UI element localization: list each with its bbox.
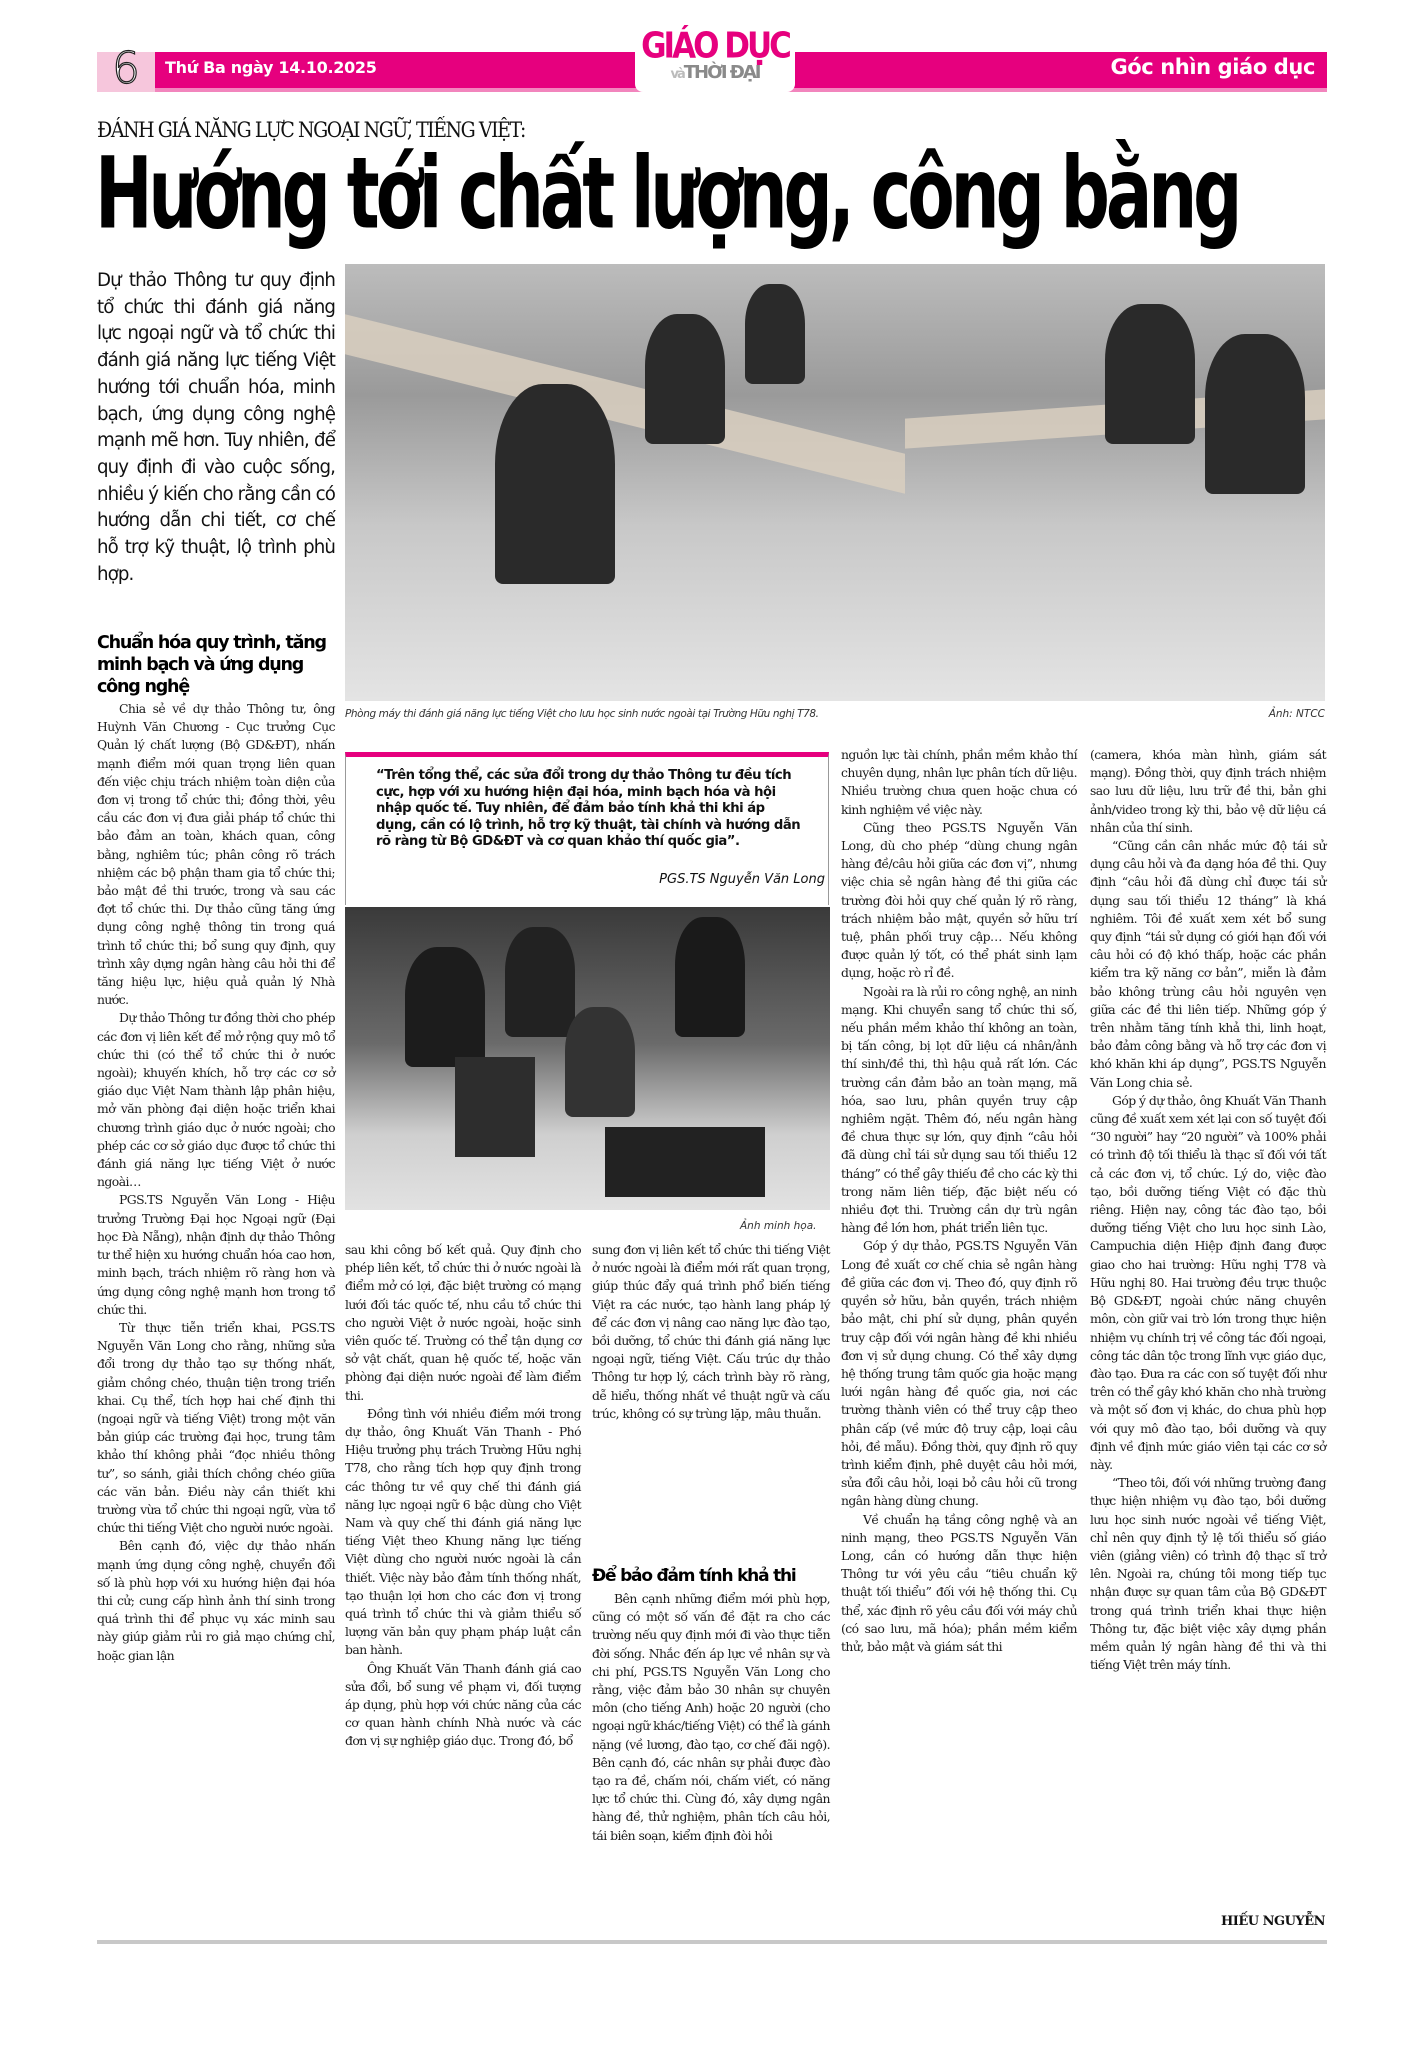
- photo-poster: [455, 1057, 535, 1157]
- photo-desk-row: [345, 314, 905, 494]
- photo-caption: Phòng máy thi đánh giá năng lực tiếng Việt cho lưu học sinh nước ngoài tại Trường Hữu nghị T78.: [345, 708, 819, 720]
- body-column-2: [345, 1241, 581, 1751]
- page-number: 6: [112, 43, 140, 94]
- paragraph: Cũng theo PGS.TS Nguyễn Văn Long, dù cho phép “dùng chung ngân hàng đề/câu hỏi giữa các đơn vị”, nhưng việc chia sẻ ngân hàng đề thi giữa các trường đòi hỏi quy chế quản lý rõ ràng, trách nhiệm bảo mật, quyền sở hữu trí tuệ, phân phối truy cập… Nếu không được quản lý tốt, có thể phát sinh lạm dụng, hoặc rò rỉ đề.: [841, 819, 1077, 981]
- photo-credit: Ảnh minh họa.: [740, 1220, 817, 1232]
- pull-quote: “Trên tổng thể, các sửa đổi trong dự thảo Thông tư đều tích cực, hợp với xu hướng hiện đại hóa, minh bạch hóa và hội nhập quốc tế. Tuy nhiên, để đảm bảo tính khả thi khi áp dụng, cần có lộ trình, hỗ trợ kỹ thuật, tài chính và hướng dẫn rõ ràng từ Bộ GD&ĐT và cơ quan khảo thí quốc gia”.: [376, 768, 801, 850]
- photo-credit: Ảnh: NTCC: [1268, 708, 1325, 720]
- section-heading: Để bảo đảm tính khả thi: [592, 1566, 796, 1586]
- logo-va: và: [670, 67, 684, 82]
- paragraph: Ông Khuất Văn Thanh đánh giá cao sửa đổi, bổ sung về phạm vi, đối tượng áp dụng, phù hợp với chức năng của các cơ quan hành chính Nhà nước và các đơn vị sự nghiệp giáo dục. Trong đó, bổ: [345, 1660, 581, 1749]
- paragraph: Góp ý dự thảo, ông Khuất Văn Thanh cũng đề xuất xem xét lại con số tuyệt đối “30 người” hay “20 người” và 100% phải có trình độ tối thiểu là thạc sĩ đối với tất cả các đơn vị, tổ chức. Lý do, việc đào tạo, bồi dưỡng tiếng Việt có đặc thù riêng. Hiện nay, công tác đào tạo, bồi dưỡng tiếng Việt cho lưu học sinh Lào, Campuchia diện Hiệp định đang được giao cho hai trường: Hữu nghị T78 và Hữu nghị 80. Hai trường đều trực thuộc Bộ GD&ĐT, ngoài chức năng chuyên môn, còn giữ vai trò lớn trong thực hiện nhiệm vụ chính trị về công tác đối ngoại, công tác dân tộc trong lĩnh vực giáo dục, đào tạo. Đưa ra các con số tuyệt đối như trên có thể gây khó khăn cho nhà trường và một số đơn vị khác, do chưa phù hợp với quy mô đào tạo, bồi dưỡng và quy định về định mức giáo viên tại các cơ sở này.: [1090, 1092, 1326, 1472]
- paragraph: Chia sẻ về dự thảo Thông tư, ông Huỳnh Văn Chương - Cục trưởng Cục Quản lý chất lượng (Bộ GD&ĐT), nhấn mạnh điểm mới quan trọng liên quan đến việc chịu trách nhiệm toàn diện của đơn vị trong tổ chức thi; đồng thời, yêu cầu các đơn vị đưa giải pháp tổ chức thi bảo đảm an toàn, khách quan, công bằng, nghiêm túc; phân công rõ trách nhiệm các bộ phận tham gia tổ chức thi; bảo mật đề thi trước, trong và sau các đợt tổ chức thi. Dự thảo cũng tăng ứng dụng công nghệ thông tin trong quá trình tổ chức thi; bổ sung quy định, quy trình xây dựng ngân hàng câu hỏi thi để tăng hiệu lực, hiệu quả quản lý Nhà nước.: [97, 701, 335, 1008]
- photo-student: [495, 384, 615, 584]
- paragraph: sung đơn vị liên kết tổ chức thi tiếng Việt ở nước ngoài là điểm mới rất quan trọng, giúp thúc đẩy quá trình phổ biến tiếng Việt ra các nước, tạo hành lang pháp lý để các đơn vị nâng cao năng lực đào tạo, bồi dưỡng, tổ chức thi đánh giá năng lực ngoại ngữ, tiếng Việt. Cấu trúc dự thảo Thông tư hợp lý, cách trình bày rõ ràng, dễ hiểu, thống nhất về thuật ngữ và cấu trúc, không có sự trùng lặp, mâu thuẫn.: [592, 1242, 830, 1421]
- paragraph: Góp ý dự thảo, PGS.TS Nguyễn Văn Long đề xuất cơ chế chia sẻ ngân hàng đề giữa các đơn vị. Theo đó, quy định rõ quyền sở hữu, bản quyền, trách nhiệm bảo mật, chi phí sử dụng, phân quyền truy cập đối với ngân hàng đề khi nhiều đơn vị sử dụng chung. Có thể xây dựng hệ thống trung tâm quốc gia hoặc mạng lưới ngân hàng đề quốc gia, nơi các trường thành viên có thể truy cập theo phân cấp (về mức độ truy cập, loại câu hỏi, đề mẫu). Đồng thời, quy định rõ quy trình kiểm định, phê duyệt câu hỏi mới, sửa đổi câu hỏi, loại bỏ câu hỏi cũ trong ngân hàng dùng chung.: [841, 1238, 1077, 1509]
- section-heading: Chuẩn hóa quy trình, tăng minh bạch và ứng dụng công nghệ: [97, 633, 326, 697]
- bottom-divider: [97, 1940, 1327, 1944]
- article-headline: Hướng tới chất lượng, công bằng: [95, 135, 1239, 251]
- photo-student: [1205, 334, 1305, 494]
- pull-quote-author: PGS.TS Nguyễn Văn Long: [659, 872, 825, 887]
- author-byline: HIẾU NGUYỄN: [1220, 1914, 1325, 1929]
- paragraph: Bên cạnh những điểm mới phù hợp, cũng có một số vấn đề đặt ra cho các trường nếu quy định mới đi vào thực tiễn đời sống. Nhắc đến áp lực về nhân sự và chi phí, PGS.TS Nguyễn Văn Long cho rằng, việc đảm bảo 30 nhân sự chuyên môn (cho tiếng Anh) hoặc 20 người (cho ngoại ngữ khác/tiếng Việt) có thể là gánh nặng (về lương, đào tạo, cơ chế đãi ngộ). Bên cạnh đó, các nhân sự phải được đào tạo ra đề, chấm nói, chấm viết, có năng lực tổ chức thi. Cùng đó, xây dựng ngân hàng đề, thử nghiệm, phân tích câu hỏi, tái biên soạn, kiểm định đòi hỏi: [592, 1591, 830, 1843]
- paragraph: Đồng tình với nhiều điểm mới trong dự thảo, ông Khuất Văn Thanh - Phó Hiệu trưởng phụ trách Trường Hữu nghị T78, cho rằng tích hợp quy định trong các thông tư về quy chế thi đánh giá năng lực ngoại ngữ 6 bậc dùng cho Việt Nam và quy chế thi đánh giá năng lực tiếng Việt theo Khung năng lực tiếng Việt dùng cho người nước ngoài là cần thiết. Việc này bảo đảm tính thống nhất, tạo thuận lợi hơn cho các đơn vị trong quá trình tổ chức thi và giảm thiểu số lượng văn bản quy phạm pháp luật cần ban hành.: [345, 1405, 581, 1658]
- photo-person: [505, 927, 575, 1037]
- exam-room-photo: [345, 264, 1325, 701]
- photo-laptop: [605, 1127, 765, 1197]
- section-title: Góc nhìn giáo dục: [1110, 55, 1315, 79]
- photo-person: [675, 917, 745, 1037]
- photo-person: [405, 947, 485, 1067]
- paragraph: Từ thực tiễn triển khai, PGS.TS Nguyễn Văn Long cho rằng, những sửa đổi trong dự thảo tạo sự thống nhất, giảm chồng chéo, thuận tiện trong triển khai. Cụ thể, tích hợp hai chế định thi (ngoại ngữ và tiếng Việt) trong một văn bản giúp các trường đại học, trung tâm khảo thí không phải “đọc nhiều thông tư”, so sánh, giải thích chồng chéo giữa các văn bản. Điều này cần thiết khi trường vừa tổ chức thi ngoại ngữ, vừa tổ chức thi tiếng Việt cho người nước ngoài.: [97, 1319, 335, 1536]
- photo-student: [745, 284, 805, 384]
- issue-date: Thứ Ba ngày 14.10.2025: [165, 58, 377, 77]
- paragraph: Ngoài ra là rủi ro công nghệ, an ninh mạng. Khi chuyển sang tổ chức thi số, nếu phần mềm khảo thí không an toàn, bị tấn công, bị lọt dữ liệu cá nhân/ảnh thí sinh/đề thi, thì hậu quả rất lớn. Các trường cần đảm bảo an toàn mạng, mã hóa, sao lưu, phân quyền truy cập nghiêm ngặt. Thêm đó, nếu ngân hàng đề chưa thực sự lớn, quy định “câu hỏi đã dùng chỉ tái sử dụng sau tối thiểu 12 tháng” có thể gây thiếu đề cho các kỳ thi trong năm liên tiếp, đặc biệt nếu có nhiều đợt thi. Trường cần dự trù ngân hàng đề lớn hơn, phát triển liên tục.: [841, 983, 1077, 1236]
- paragraph: “Theo tôi, đối với những trường đang thực hiện nhiệm vụ đào tạo, bồi dưỡng lưu học sinh nước ngoài về tiếng Việt, chỉ nên quy định tỷ lệ tối thiểu số giáo viên (giảng viên) có trình độ thạc sĩ trở lên. Ngoài ra, chúng tôi mong tiếp tục nhận được sự quan tâm của Bộ GD&ĐT trong quá trình triển khai thực hiện Thông tư, đặc biệt việc xây dựng phần mềm quản lý ngân hàng đề thi và thi tiếng Việt trên máy tính.: [1090, 1475, 1326, 1673]
- illustration-photo: [345, 907, 830, 1210]
- paragraph: Dự thảo Thông tư đồng thời cho phép các đơn vị liên kết để mở rộng quy mô tổ chức thi (có thể tổ chức thi ở nước ngoài); khuyến khích, hỗ trợ các cơ sở giáo dục Việt Nam thành lập phân hiệu, mở văn phòng đại diện hoặc triển khai chương trình giáo dục ở nước ngoài; cho phép các cơ sở giáo dục được tổ chức thi đánh giá năng lực tiếng Việt ở nước ngoài…: [97, 1010, 335, 1190]
- logo-line-1: GIÁO DỤC: [641, 25, 789, 67]
- article-lede: Dự thảo Thông tư quy định tổ chức thi đánh giá năng lực ngoại ngữ và tổ chức thi đánh giá năng lực tiếng Việt hướng tới chuẩn hóa, minh bạch, ứng dụng công nghệ mạnh mẽ hơn. Tuy nhiên, để quy định đi vào cuộc sống, nhiều ý kiến cho rằng cần có hướng dẫn chi tiết, cơ chế hỗ trợ kỹ thuật, lộ trình phù hợp.: [97, 270, 335, 585]
- body-column-3-continued: [592, 1590, 830, 1845]
- paragraph: (camera, khóa màn hình, giám sát mạng). Đồng thời, quy định trách nhiệm sao lưu dữ liệu, lưu trữ đề thi, bản ghi ảnh/video trong kỳ thi, bảo vệ dữ liệu cá nhân của thí sinh.: [1090, 747, 1326, 835]
- photo-student: [1105, 304, 1195, 444]
- body-column-1: [97, 700, 335, 1665]
- paragraph: Về chuẩn hạ tầng công nghệ và an ninh mạng, theo PGS.TS Nguyễn Văn Long, cần có hướng dẫn thực hiện Thông tư với yêu cầu “tiêu chuẩn kỹ thuật tối thiểu” đối với hệ thống thi. Cụ thể, xác định rõ yêu cầu đối với máy chủ (có sao lưu, mã hóa); phần mềm kiểm thử, bảo mật và giám sát thi: [841, 1511, 1077, 1654]
- body-column-4: [841, 746, 1077, 1656]
- logo-line-2-text: THỜI ĐẠI: [683, 62, 760, 83]
- article-kicker: ĐÁNH GIÁ NĂNG LỰC NGOẠI NGỮ, TIẾNG VIỆT:: [97, 118, 525, 142]
- paragraph: Bên cạnh đó, việc dự thảo nhấn mạnh ứng dụng công nghệ, chuyển đổi số là phù hợp với xu hướng hiện đại hóa thi cử; cung cấp hình ảnh thí sinh trong quá trình thi để phục vụ xác minh sau này giúp giảm rủi ro giả mạo chứng chỉ, hoặc gian lận: [97, 1538, 335, 1663]
- paragraph: nguồn lực tài chính, phần mềm khảo thí chuyên dụng, nhân lực phân tích dữ liệu. Nhiều trường chưa quen hoặc chưa có kinh nghiệm về việc này.: [841, 747, 1077, 817]
- photo-student: [645, 314, 725, 444]
- body-column-3: [592, 1241, 830, 1423]
- newspaper-logo: [635, 25, 795, 92]
- paragraph: “Cũng cần cân nhắc mức độ tái sử dụng câu hỏi và đa dạng hóa đề thi. Quy định “câu hỏi đã dùng chỉ được tái sử dụng sau tối thiểu 12 tháng” là khá nghiêm. Tôi đề xuất xem xét bổ sung quy định “tái sử dụng có giới hạn đối với câu hỏi có độ khó thấp, hoặc các phần kiểm tra kỹ năng cơ bản”, miễn là đảm bảo không trùng câu hỏi nguyên vẹn giữa các đề thi liên tiếp. Những góp ý trên nhằm tăng tính khả thi, linh hoạt, bảo đảm công bằng và hỗ trợ các đơn vị khó khăn khi áp dụng”, PGS.TS Nguyễn Văn Long chia sẻ.: [1090, 838, 1326, 1090]
- photo-person: [565, 1007, 635, 1117]
- paragraph: sau khi công bố kết quả. Quy định cho phép liên kết, tổ chức thi ở nước ngoài là điểm mở có lợi, đặc biệt trường có mạng lưới đối tác quốc tế, nhu cầu tổ chức thi cho người Việt ở nước ngoài, hoặc sinh viên quốc tế. Trường có thể tận dụng cơ sở vật chất, quan hệ quốc tế, hoặc văn phòng đại diện nước ngoài để làm điểm thi.: [345, 1242, 581, 1403]
- body-column-5: [1090, 746, 1326, 1674]
- paragraph: PGS.TS Nguyễn Văn Long - Hiệu trưởng Trường Đại học Ngoại ngữ (Đại học Đà Nẵng), nhận định dự thảo Thông tư thể hiện xu hướng chuẩn hóa cao hơn, minh bạch, trách nhiệm rõ ràng hơn và ứng dụng công nghệ mạnh hơn trong tổ chức thi.: [97, 1192, 335, 1317]
